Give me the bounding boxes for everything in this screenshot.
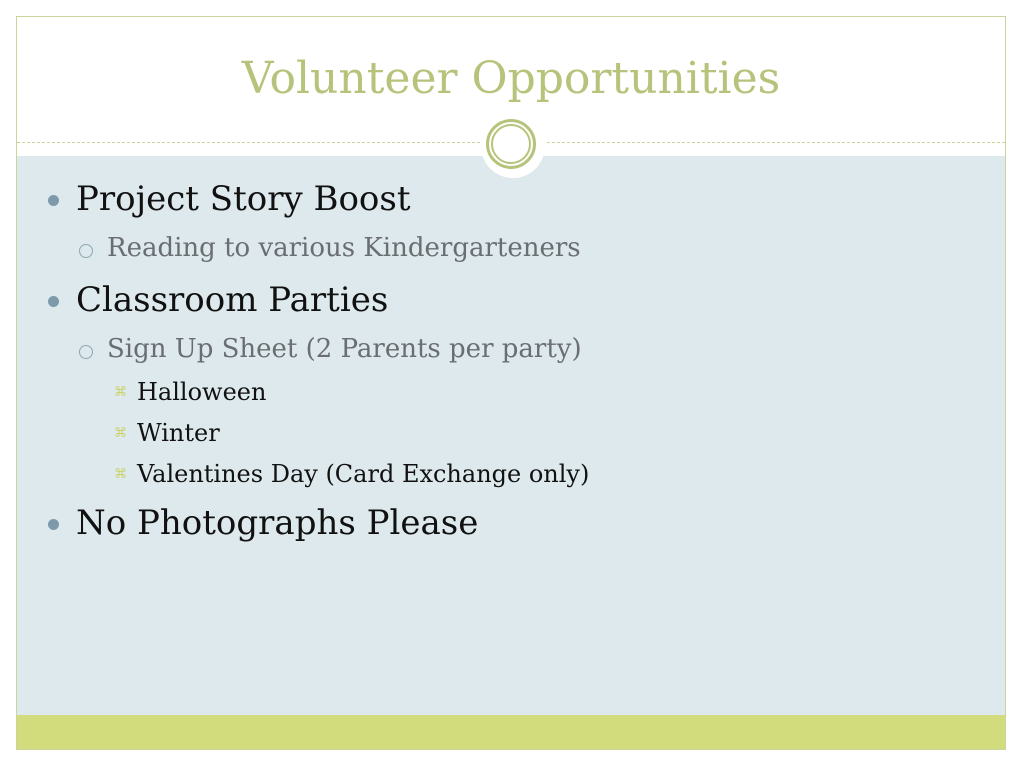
bullet-star-icon: ⌘ xyxy=(114,467,127,482)
bullet-circle-icon xyxy=(79,345,93,359)
slide-title: Volunteer Opportunities xyxy=(241,53,781,104)
bullet-subsubitem: Halloween xyxy=(137,378,267,406)
bullet-dot-icon xyxy=(48,519,59,530)
bullet-subsubitem: Winter xyxy=(137,419,220,447)
bullet-subsubitem: Valentines Day (Card Exchange only) xyxy=(137,460,590,488)
bullet-subitem: Sign Up Sheet (2 Parents per party) xyxy=(107,334,582,364)
bullet-dot-icon xyxy=(48,195,59,206)
bullet-star-icon: ⌘ xyxy=(114,426,127,441)
bullet-list xyxy=(17,17,1005,749)
slide xyxy=(16,16,1006,750)
bullet-circle-icon xyxy=(79,244,93,258)
bullet-item: Project Story Boost xyxy=(76,179,411,219)
bullet-item: Classroom Parties xyxy=(76,280,389,320)
bullet-dot-icon xyxy=(48,296,59,307)
bullet-star-icon: ⌘ xyxy=(114,385,127,400)
bullet-subitem: Reading to various Kindergarteners xyxy=(107,233,581,263)
bullet-item: No Photographs Please xyxy=(76,503,479,543)
